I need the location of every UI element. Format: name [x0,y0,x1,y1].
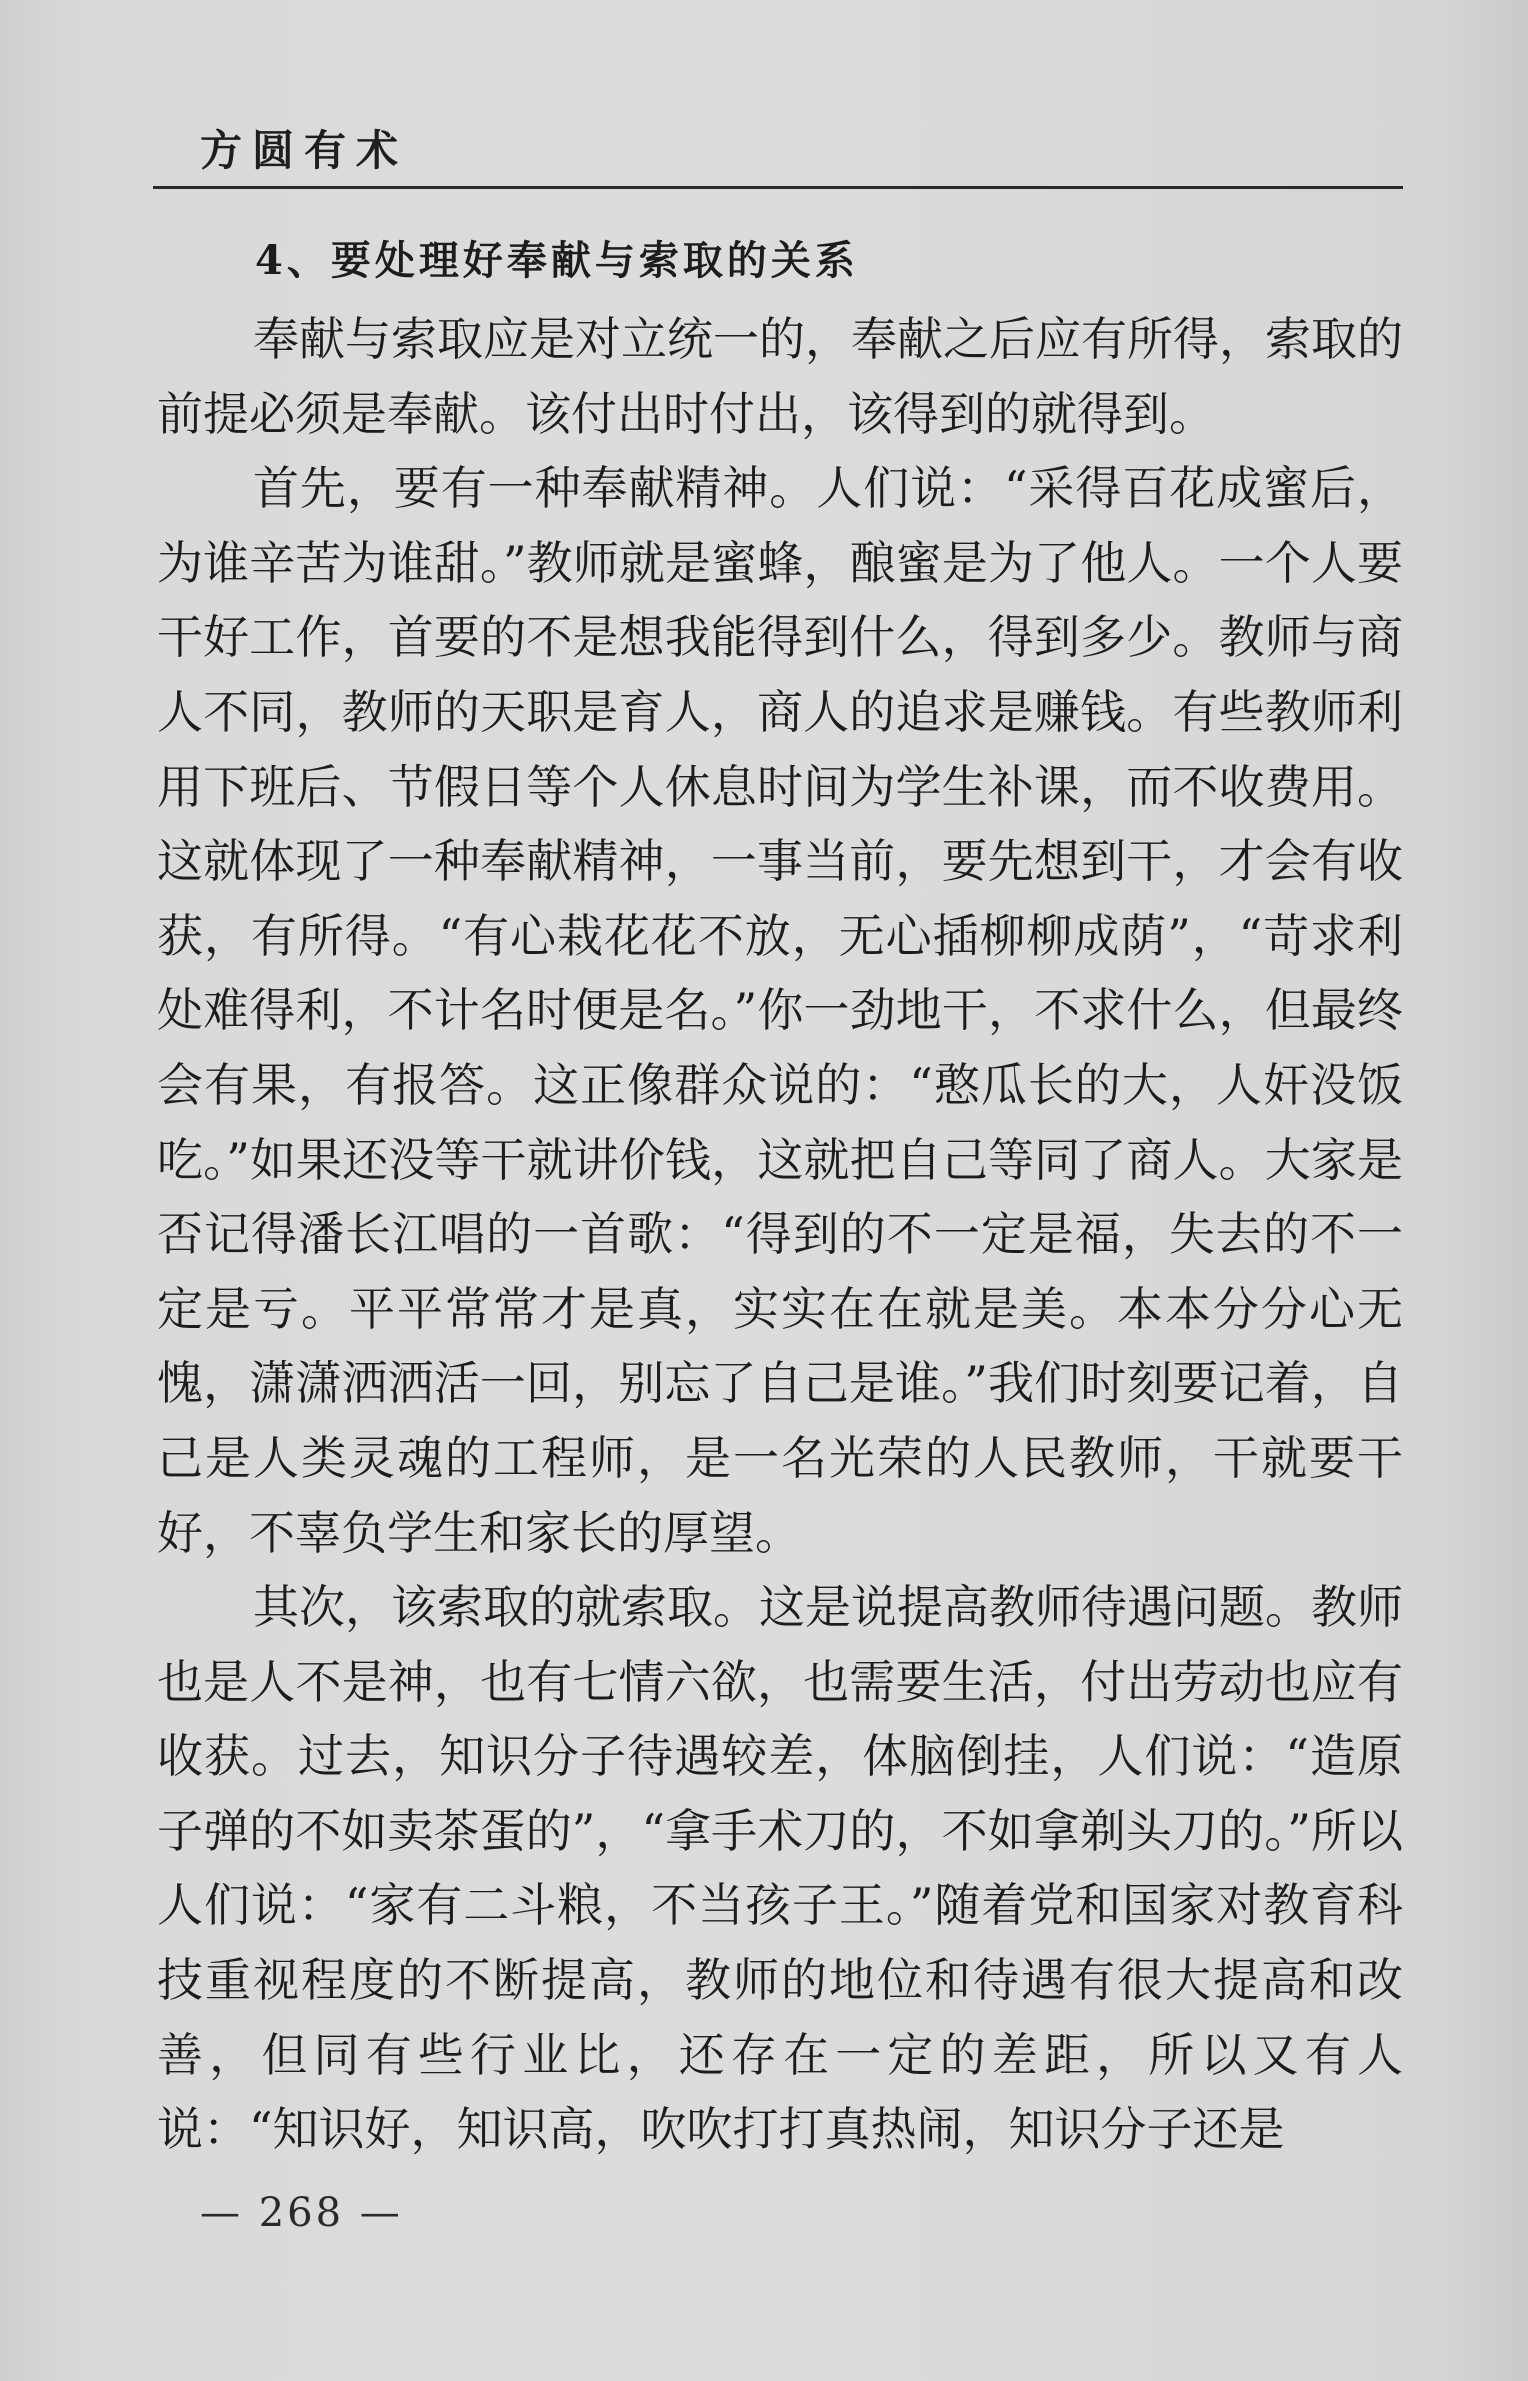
paragraph: 首先，要有一种奉献精神。人们说：“采得百花成蜜后，为谁辛苦为谁甜。”教师就是蜜蜂，酿蜜是为了他人。一个人要干好工作，首要的不是想我能得到什么，得到多少。教师与商人不同，教师的天职是育人，商人的追求是赚钱。有些教师利用下班后、节假日等个人休息时间为学生补课，而不收费用。这就体现了一种奉献精神，一事当前，要先想到干，才会有收获，有所得。“有心栽花花不放，无心插柳柳成荫”，“苛求利处难得利，不计名时便是名。”你一劲地干，不求什么，但最终会有果，有报答。这正像群众说的：“憨瓜长的大，人奸没饭吃。”如果还没等干就讲价钱，这就把自己等同了商人。大家是否记得潘长江唱的一首歌：“得到的不一定是福，失去的不一定是亏。平平常常才是真，实实在在就是美。本本分分心无愧，潇潇洒洒活一回，别忘了自己是谁。”我们时刻要记着，自己是人类灵魂的工程师，是一名光荣的人民教师，干就要干好，不辜负学生和家长的厚望。 [157,461,1403,1560]
body-text [157,226,1403,2167]
header-rule [153,186,1403,189]
section-heading: 4、要处理好奉献与索取的关系 [255,237,859,284]
paragraph: 其次，该索取的就索取。这是说提高教师待遇问题。教师也是人不是神，也有七情六欲，也需要生活，付出劳动也应有收获。过去，知识分子待遇较差，体脑倒挂，人们说：“造原子弹的不如卖茶蛋的”，“拿手术刀的，不如拿剃头刀的。”所以人们说：“家有二斗粮，不当孩子王。”随着党和国家对教育科技重视程度的不断提高，教师的地位和待遇有很大提高和改善，但同有些行业比，还存在一定的差距，所以又有人说：“知识好，知识高，吹吹打打真热闹，知识分子还是 [157,1580,1403,2157]
running-header-title: 方圆有术 [200,126,409,175]
page-number: — 268 — [200,2190,403,2236]
paragraph: 奉献与索取应是对立统一的，奉献之后应有所得，索取的前提必须是奉献。该付出时付出，该得到的就得到。 [157,312,1403,441]
